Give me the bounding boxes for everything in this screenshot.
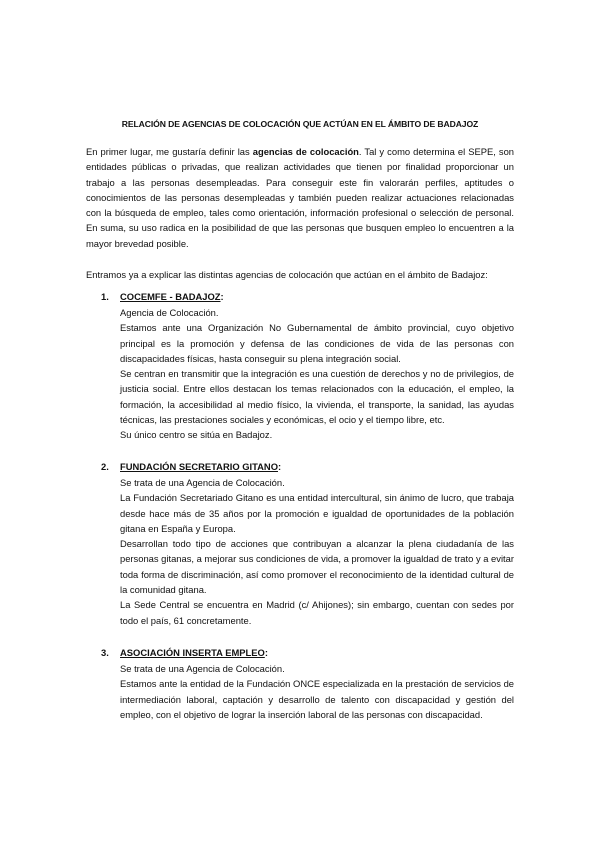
section-line: La Fundación Secretariado Gitano es una entidad intercultural, sin ánimo de lucro, que trabaja desde hace más de 35 años por la promoción e igualdad de oportunidades de la población gitana en España y Europa. <box>120 492 514 534</box>
section-line: Se trata de una Agencia de Colocación. <box>120 477 285 488</box>
section-heading <box>120 291 224 302</box>
document-title: RELACIÓN DE AGENCIAS DE COLOCACIÓN QUE ACTÚAN EN EL ÁMBITO DE BADAJOZ <box>121 119 479 129</box>
section-body <box>120 305 514 443</box>
section-number: 3. <box>101 647 109 658</box>
section-line: Desarrollan todo tipo de acciones que contribuyan a alcanzar la plena ciudadanía de las personas gitanas, a mejorar sus condiciones de vida, a promover la igualdad de trato y a evitar toda forma de discriminación, así como promover el reconocimiento de la identidad cultural de la comunidad gitana. <box>120 538 514 596</box>
section-heading <box>120 647 268 658</box>
section-heading-colon: : <box>277 461 282 472</box>
section-line: Su único centro se sitúa en Badajoz. <box>120 429 273 441</box>
section-heading-colon: : <box>264 647 268 658</box>
intro-paragraph <box>86 144 514 251</box>
section-line: La Sede Central se encuentra en Madrid (c/ Ahijones); sin embargo, cuentan con sedes por todo el país, 61 concretamente. <box>120 599 514 626</box>
section-heading-text: COCEMFE - BADAJOZ <box>120 291 221 302</box>
section-number: 1. <box>101 291 109 302</box>
section-heading-text: ASOCIACIÓN INSERTA EMPLEO <box>120 647 265 658</box>
section-heading-colon: : <box>220 291 224 302</box>
intro-text-start: En primer lugar, me gustaría definir las <box>86 146 253 157</box>
section-line: Se centran en transmitir que la integración es una cuestión de derechos y no de privilegios, de justicia social. Entre ellos destacan los temas relacionados con la educación, el empleo, la formación, la accesibilidad al medio físico, la vivienda, el transporte, la sanidad, las ayudas técnicas, las prestaciones sociales y económicas, el ocio y el tiempo libre, etc. <box>120 368 514 426</box>
transition-paragraph: Entramos ya a explicar las distintas agencias de colocación que actúan en el ámbito de Badajoz: <box>86 269 488 280</box>
section-line: Estamos ante una Organización No Gubernamental de ámbito provincial, cuyo objetivo principal es la promoción y defensa de las condiciones de vida de las personas con discapacidades físicas, hasta conseguir su plena integración social. <box>120 322 514 364</box>
section-line: Agencia de Colocación. <box>120 307 219 318</box>
section-number: 2. <box>101 461 109 472</box>
intro-bold-term: agencias de colocación <box>252 146 359 157</box>
section-line: Se trata de una Agencia de Colocación. <box>120 663 285 674</box>
section-line: Estamos ante la entidad de la Fundación ONCE especializada en la prestación de servicios de intermediación laboral, captación y desarrollo de talento con discapacidad y gestión del empleo, con el objetivo de lograr la inserción laboral de las personas con discapacidad. <box>120 678 514 720</box>
section-heading <box>120 461 281 472</box>
intro-text-rest: . Tal y como determina el SEPE, son entidades públicas o privadas, que realizan actividades que tienen por finalidad proporcionar un trabajo a las personas desempleadas. Para conseguir este fin valorarán perfiles, aptitudes o conocimientos de las personas desempleadas y también pueden realizar actuaciones relacionadas con la búsqueda de empleo, tales como orientación, información profesional o selección de personal. En suma, su uso radica en la posibilidad de que las personas que busquen empleo lo encuentren a la mayor brevedad posible. <box>86 146 515 249</box>
section-heading-text: FUNDACIÓN SECRETARIO GITANO <box>120 461 278 472</box>
section-body <box>120 475 514 628</box>
section-body <box>120 661 514 722</box>
